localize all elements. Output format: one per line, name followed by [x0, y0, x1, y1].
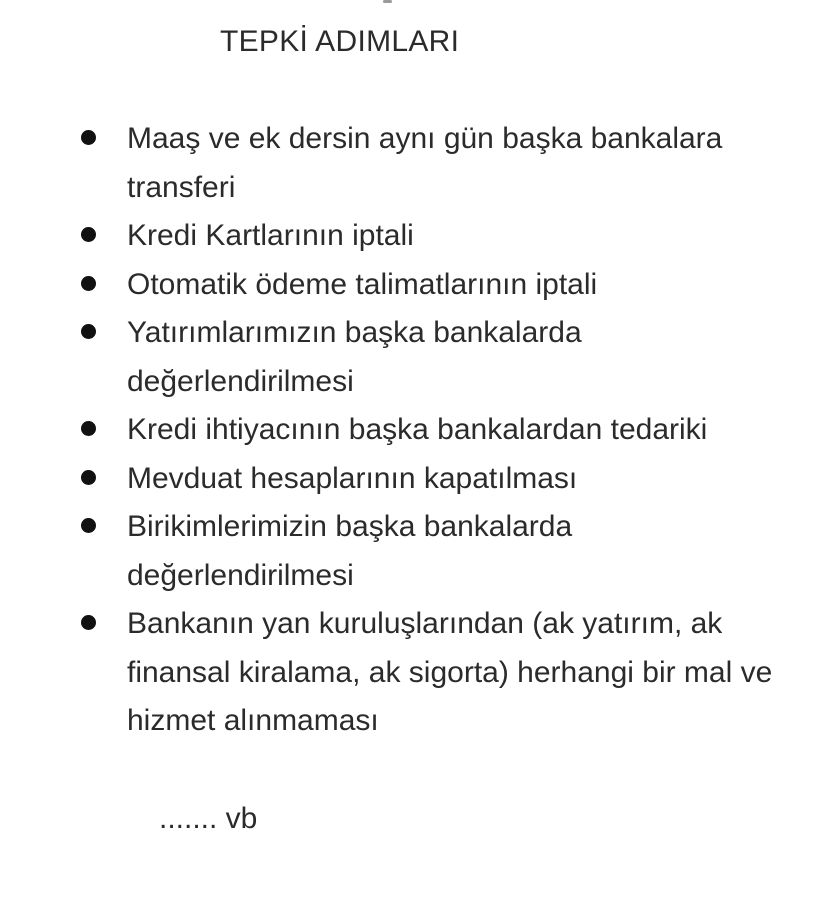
- bullet-icon: [81, 615, 96, 630]
- list-item: [0, 455, 777, 504]
- footer-etc-text: ....... vb: [159, 802, 258, 835]
- list-item-text: Maaş ve ek dersin aynı gün başka bankalara transferi: [127, 122, 723, 204]
- list-item: [0, 309, 777, 406]
- list-item-text: Otomatik ödeme talimatlarının iptali: [127, 267, 598, 301]
- list-item-text: Kredi ihtiyacının başka bankalardan tedariki: [127, 413, 708, 446]
- cropped-text-fragment: [383, 0, 392, 3]
- bullet-icon: [81, 324, 96, 339]
- page-title: TEPKİ ADIMLARI: [220, 25, 460, 58]
- list-item-text: Yatırımlarımızın başka bankalarda değerlendirilmesi: [127, 316, 582, 398]
- list-item-text: Bankanın yan kuruluşlarından (ak yatırım, ak finansal kiralama, ak sigorta) herhangi bir mal ve hizmet alınmaması: [127, 607, 773, 737]
- bullet-icon: [81, 470, 96, 485]
- bullet-icon: [81, 421, 96, 436]
- list-item: [0, 212, 777, 261]
- bullet-icon: [81, 518, 96, 533]
- list-item: [0, 261, 777, 310]
- bullet-icon: [81, 130, 96, 145]
- list-item-text: Kredi Kartlarının iptali: [127, 219, 414, 252]
- list-item: [0, 600, 777, 746]
- list-item-text: Birikimlerimizin başka bankalarda değerlendirilmesi: [127, 510, 573, 592]
- bullet-list: [0, 115, 820, 746]
- list-item: [0, 115, 777, 212]
- bullet-icon: [81, 227, 96, 242]
- bullet-icon: [81, 276, 96, 291]
- list-item-text: Mevduat hesaplarının kapatılması: [127, 461, 578, 495]
- list-item: [0, 406, 777, 455]
- list-item: [0, 503, 777, 600]
